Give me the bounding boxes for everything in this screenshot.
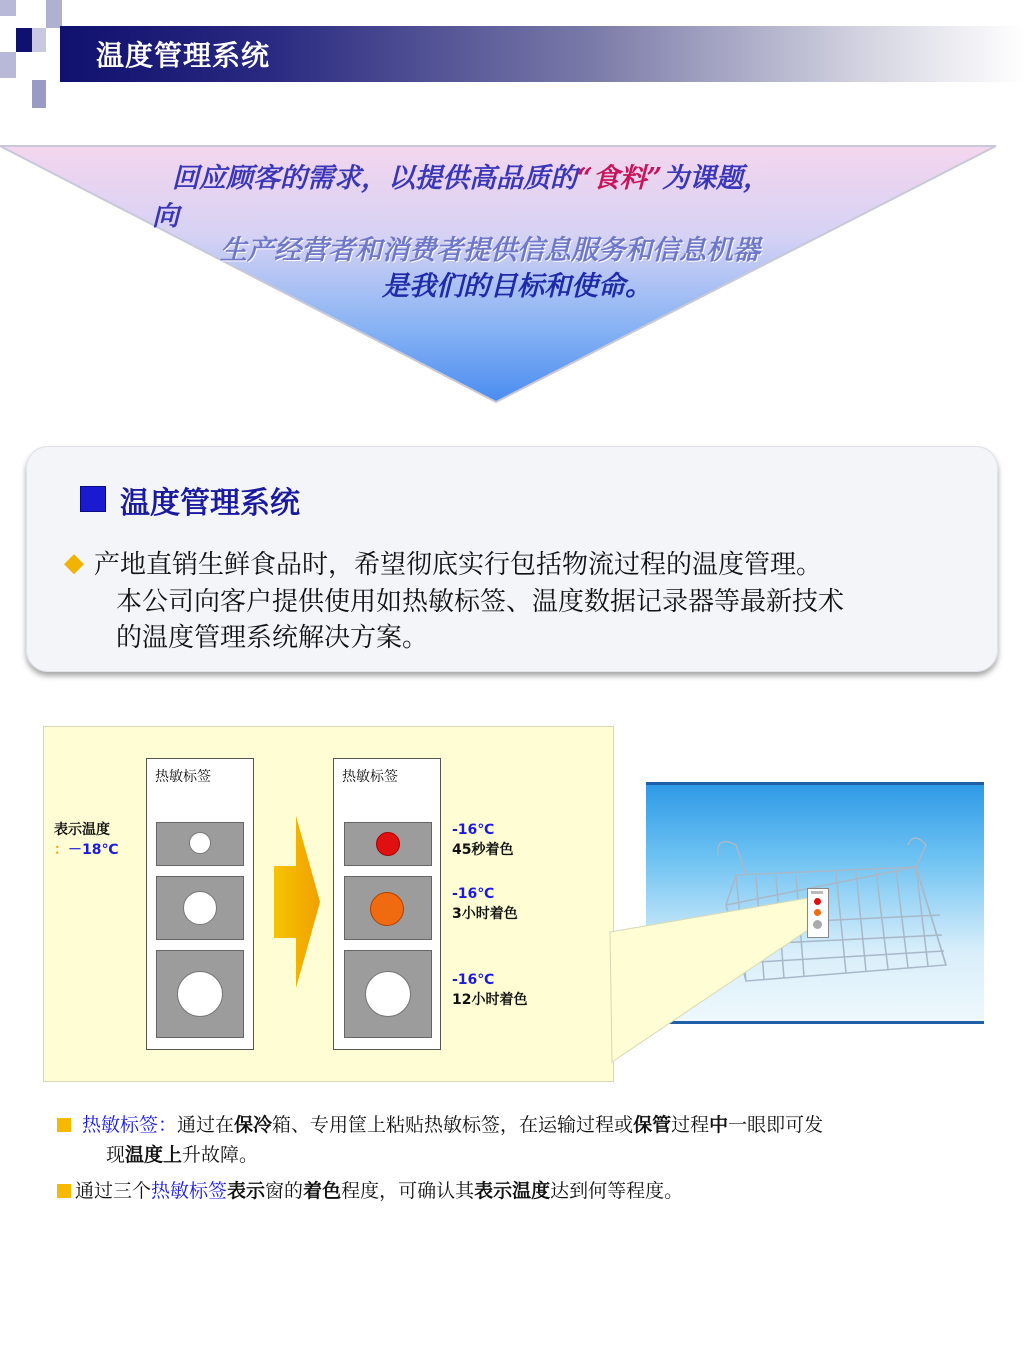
note-bullet-icon xyxy=(57,1184,71,1198)
note-1-line-2: 现温度上升故障。 xyxy=(106,1144,259,1166)
mission-line-2: 生产经营者和消费者提供信息服务和信息机器 xyxy=(220,235,760,266)
col-right-title: 热敏标签 xyxy=(342,769,398,785)
note-2: 通过三个热敏标签表示窗的着色程度，可确认其表示温度达到何等程度。 xyxy=(75,1180,684,1202)
page-title: 温度管理系统 xyxy=(96,39,271,72)
reading-2: -16℃ 3小时着色 xyxy=(452,886,518,922)
mission-line-1: 回应顾客的需求，以提供高品质的“食料”为课题， xyxy=(172,163,771,194)
reading-3: -16℃ 12小时着色 xyxy=(452,972,528,1008)
mission-line-1-wrap: 向 xyxy=(152,201,179,232)
indicator-dot xyxy=(365,971,411,1017)
thermal-label-diagram xyxy=(43,726,614,1082)
indicator-dot-red xyxy=(376,832,400,856)
reading-1: -16℃ 45秒着色 xyxy=(452,822,514,858)
right-arrow-icon xyxy=(274,816,320,988)
indicator-dot xyxy=(177,971,223,1017)
card-text-line-1: 产地直销生鲜食品时，希望彻底实行包括物流过程的温度管理。 xyxy=(94,550,823,580)
display-temp-label: 表示温度 ：－18℃ xyxy=(54,822,119,858)
card-text-line-3: 的温度管理系统解决方案。 xyxy=(116,623,429,653)
note-bullet-icon xyxy=(57,1118,71,1132)
card-text-line-2: 本公司向客户提供使用如热敏标签、温度数据记录器等最新技术 xyxy=(116,587,845,617)
indicator-dot xyxy=(183,891,217,925)
header-decoration xyxy=(0,0,60,110)
note-1-line-1: 热敏标签：通过在保冷箱、专用筐上粘贴热敏标签，在运输过程或保管过程中一眼即可发 xyxy=(82,1114,824,1136)
thermal-label-photo xyxy=(807,888,829,938)
diamond-bullet-icon: ◆ xyxy=(64,548,84,578)
square-bullet-icon xyxy=(80,486,106,512)
indicator-dot xyxy=(189,832,211,854)
card-title: 温度管理系统 xyxy=(120,486,300,521)
indicator-dot-orange xyxy=(370,892,404,926)
mission-line-3: 是我们的目标和使命。 xyxy=(382,271,652,302)
col-left-title: 热敏标签 xyxy=(155,769,211,785)
